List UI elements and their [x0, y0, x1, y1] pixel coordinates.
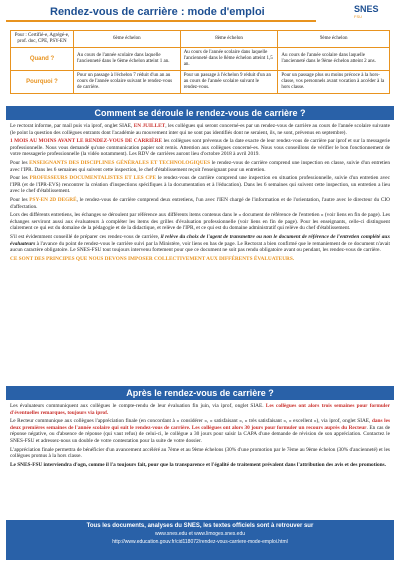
table-corner: Pour : Certifié-e, Agrégé-e, prof. doc, CPE, PSY-EN — [11, 31, 74, 48]
footer-box — [6, 520, 394, 560]
table-cell: Pour un passage plus ou moins précoce à la hors-classe, vos personnels avant vocation à accéder à la hors classe. — [278, 71, 390, 94]
row-header: Pourquoi ? — [11, 71, 74, 94]
paragraph: CE SONT DES PRINCIPES QUE NOUS DEVONS IMPOSER COLLECTIVEMENT AUX DIFFÉRENTS ÉVALUATEURS. — [10, 255, 295, 262]
paragraph: L'appréciation finale permettra de bénéficier d'un avancement accéléré au 7ème et au 9ème échelons (30% d'une promotion par le 7ème au 9ème échelon (30% d'ancienneté) et les collègues promus à la hors classe. — [10, 446, 390, 460]
table-header-row — [11, 31, 390, 48]
paragraph: Les évaluateurs communiquent aux collègues le compte-rendu de leur évaluation fin juin, via iprof, onglet SIAE. Les collègues ont alors trois semaines pour formuler d'éventuelles remarques, toujours via iprof. — [10, 403, 390, 416]
table-row — [11, 71, 390, 94]
logo-main: SNES — [354, 4, 379, 14]
paragraph: S'il est évidemment conseillé de préparer ces rendez-vous de carrière, il relève du choix de l'agent de transmettre ou non le document de référence de l'entretien complété aux évaluateurs à l'avance du point de rendez-vous le carrière suivi par la Ministère, voir liens en bas de page. Le Rectorat a bien confirmé que le remaniement de ce document n'avait aucun caractère obligatoire. Le SNES-FSU tout toujours intervenu fortement pour que ce document ne soit pas rendu obligatoire avant ou pendant, les rendez-vous de carrière. — [10, 233, 390, 254]
section-heading-how: Comment se déroule le rendez-vous de carrière ? — [6, 106, 394, 120]
echelon-table — [10, 30, 390, 94]
section-heading-after: Après le rendez-vous de carrière ? — [6, 386, 394, 400]
paragraph: Pour les PSY-EN 2D DEGRÉ, le rendez-vous de carrière comprend deux entretiens, l'un avec l'IEN chargé de l'information et de l'orientation, l'autre avec le directeur du CIO d'affectation. — [10, 196, 390, 210]
paragraph: Le Recteur communique aux collègues l'appréciation finale (en concordant à « considérer », « satisfaisant », « très satisfaisant », « excellent »), via iprof, onglet SIAE, dans les deux premières semaines de l'année scolaire qui suit le rendez-vous de carrière. Les collègues ont alors 30 jours pour formuler un recours auprès du Recteur. En cas de réponse négative, ou d'absence de réponse (qui vaut refus) de celui-ci, le collègue a 30 jours pour saisir la CAPA d'une demande de révision de son appréciation. Contactez le SNES-FSU et adressez-nous un double de votre contestation pour la suite de votre dossier. — [10, 418, 391, 444]
table-row — [11, 48, 390, 71]
table-cell: Au cours de l'année scolaire dans laquelle l'ancienneté dans le 8ème échelon atteint 1,5 an. — [180, 48, 278, 71]
row-header: Quand ? — [11, 48, 74, 71]
column-header: 9ème échelon — [278, 31, 390, 48]
section-body-how — [10, 123, 390, 264]
column-header: 8ème échelon — [180, 31, 278, 48]
paragraph: Lors des différents entretiens, les échanges se déroulent par référence aux différents items contenus dans le « document de référence de l'entretien » (voir liens en fin de page). Les échanges serviront aussi aux évaluateurs à compléter les items des grilles d'évaluation professionnelle (voir liens en fin de page). Pour les enseignants, celle-ci distinguent clairement ce qui est du domaine de la pédagogie et de la didactique, et relève de l'IPR, et ce qui est du domaine administratif qui relève du chef d'établissement. — [10, 212, 390, 232]
page-title: Rendez-vous de carrière : mode d'emploi — [50, 6, 265, 18]
paragraph: Pour les PROFESSEURS DOCUMENTALISTES ET LES CPE le rendez-vous de carrière comprend une inspection en situation professionnelle, suivie d'un entretien avec l'IPR (et de l'IPR-EVS) rencontrer la création d'inspections spécifiques à la documentation et à l'éducation). Dans les 6 semaines qui suivent cette inspection, un entretien a lieu avec le chef d'établissement. — [10, 175, 390, 195]
page-title-bar — [6, 6, 316, 22]
footer-heading: Tous les documents, analyses du SNES, les textes officiels sont à retrouver sur — [86, 523, 314, 529]
table-cell: Pour un passage à l'échelon 9 réduit d'un an au cours de l'année scolaire suivant le rendez-vous. — [180, 71, 278, 94]
table-cell: Au cours de l'année scolaire dans laquelle l'ancienneté dans le 9ème échelon atteint 2 ans. — [278, 48, 390, 71]
paragraph: Le rectorat informe, par mail puis via iprof, onglet SIAE, EN JUILLET, les collègues qui seront concerné-es par un rendez-vous de carrière au cours de l'année scolaire suivante (le point la question des collègues entrants dont l'académie au mouvement inter qui ne sont pas identifiés dont ne seraient, ils, ne sont, prévenus en septembre). — [10, 123, 390, 136]
section-body-after — [10, 403, 390, 470]
paragraph: Pour les ENSEIGNANTS DES DISCIPLINES GÉNÉRALES ET TECHNOLOGIQUES le rendez-vous de carrière comprend une inspection en classe, suivie d'un entretien avec l'IPR. Dans les 6 semaines qui suivent cette inspection, le chef d'établissement reçoit l'enseignant pour un entretien. — [10, 159, 390, 173]
table-cell: Pour un passage à l'échelon 7 réduit d'un an au cours de l'année scolaire suivant le rendez-vous de carrière. — [74, 71, 181, 94]
paragraph: 1 MOIS AU MOINS AVANT LE RENDEZ-VOUS DE CARRIÈRE les collègues sont prévenus de la date exacte de leur rendez-vous de carrière par iprof et sur la messagerie professionnelle. Nous vous demandé qu'une communication papier soit remis. Attention aux collègues concerné-es. Nous vous conseillons de vérifier le bon fonctionnement de votre messagerie professionnelle (la vidéo notamment). Les RDV de carrières auront lieu d'octobre 2018 à avril 2019. — [10, 138, 390, 158]
footer-link-snes[interactable]: www.snes.edu et www.limoges.snes.edu — [154, 531, 246, 537]
logo-sub: FSU — [354, 14, 362, 19]
paragraph: Le SNES-FSU interviendra d'ogn, comme il l'a toujours fait, pour que la transparence et l'égalité de traitement prévalent dans l'attribution des avis et des promotions. — [10, 461, 386, 468]
snes-logo — [354, 4, 388, 26]
footer-link-education[interactable]: http://www.education.gouv.fr/cid118072/rendez-vous-carriere-mode-emploi.html — [112, 539, 288, 545]
table-cell: Au cours de l'année scolaire dans laquelle l'ancienneté dans le 6ème échelon atteint 1 an. — [74, 48, 181, 71]
column-header: 6ème échelon — [74, 31, 181, 48]
